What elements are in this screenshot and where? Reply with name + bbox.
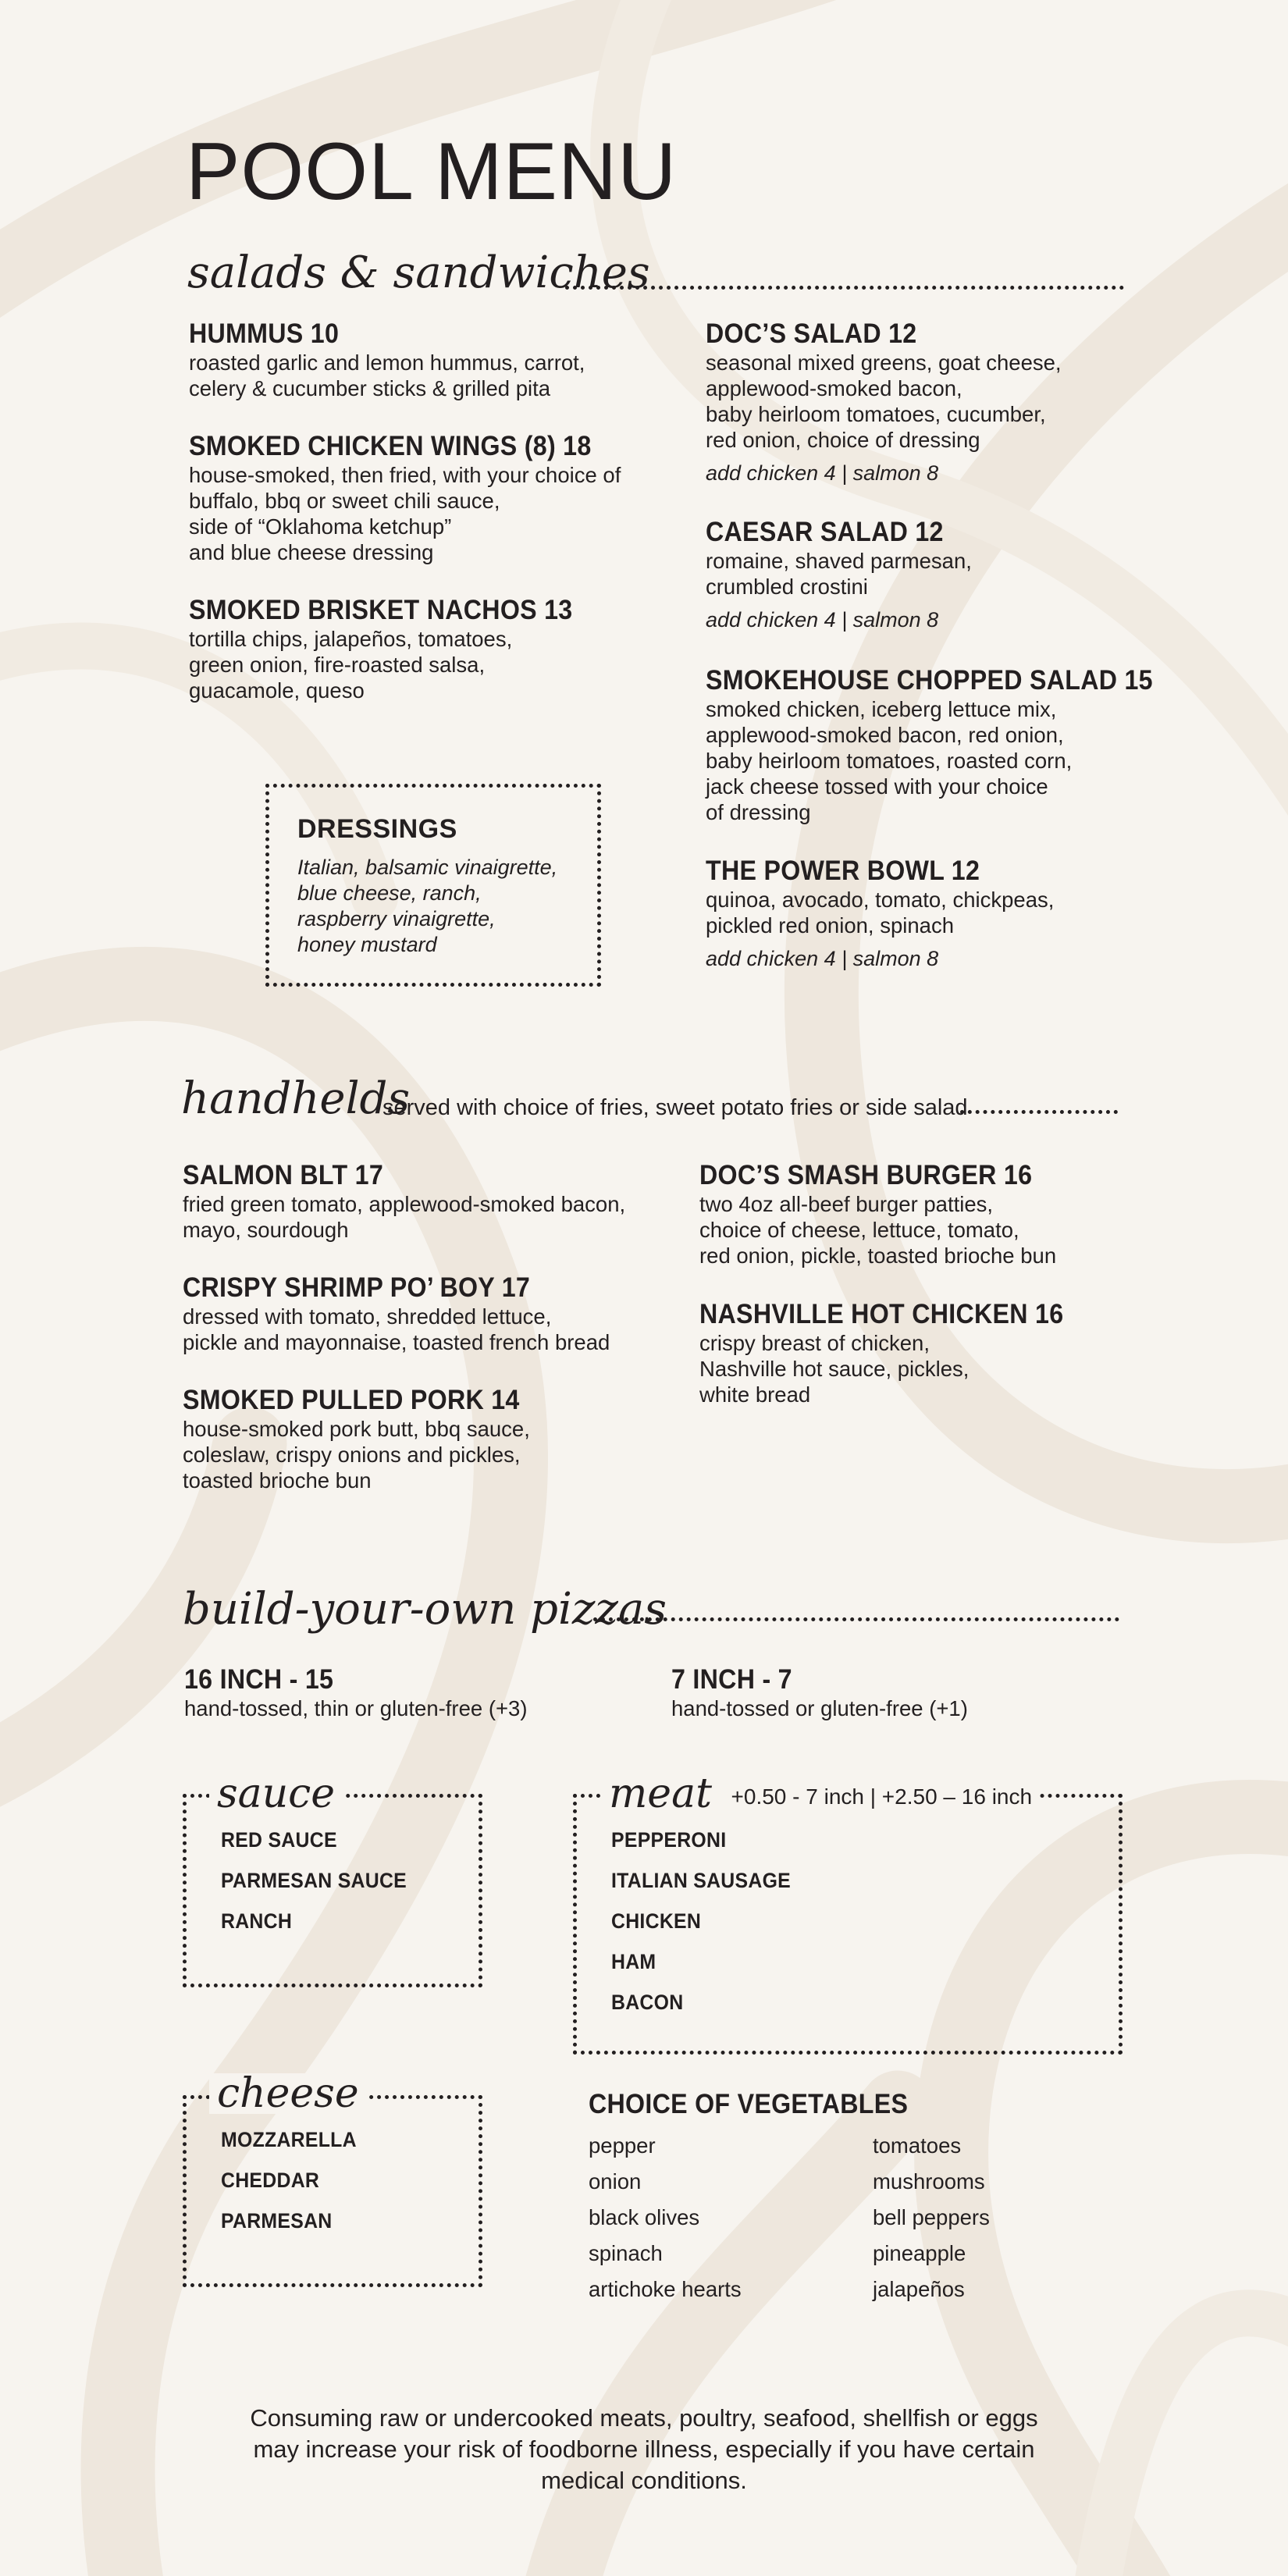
vegetable-option: tomatoes: [873, 2133, 962, 2158]
item-name: SMOKED CHICKEN WINGS (8) 18: [189, 431, 592, 461]
menu-item: [706, 517, 1143, 633]
item-name: SALMON BLT 17: [183, 1160, 384, 1190]
meat-option: HAM: [611, 1950, 656, 1973]
section-divider: [960, 1110, 1118, 1114]
vegetable-option: spinach: [589, 2241, 663, 2265]
menu-item: [183, 1385, 682, 1493]
item-name: THE POWER BOWL 12: [706, 856, 980, 886]
sauce-option: PARMESAN SAUCE: [221, 1869, 407, 1892]
cheese-option: PARMESAN: [221, 2209, 333, 2233]
item-name: CAESAR SALAD 12: [706, 517, 944, 547]
vegetable-option: pineapple: [873, 2241, 966, 2265]
item-description: fried green tomato, applewood-smoked bacon, mayo, sourdough: [183, 1192, 626, 1242]
sauce-option: RANCH: [221, 1909, 293, 1933]
item-description: seasonal mixed greens, goat cheese, applewood-smoked bacon, baby heirloom tomatoes, cucumber, red onion, choice of dressing: [706, 350, 1062, 452]
vegetable-option: jalapeños: [873, 2277, 965, 2301]
item-name: SMOKED BRISKET NACHOS 13: [189, 595, 573, 625]
item-name: NASHVILLE HOT CHICKEN 16: [699, 1299, 1064, 1329]
meat-option: BACON: [611, 1991, 684, 2014]
meat-option: ITALIAN SAUSAGE: [611, 1869, 792, 1892]
vegetable-option: bell peppers: [873, 2205, 990, 2229]
cheese-option: CHEDDAR: [221, 2169, 320, 2192]
menu-item: [189, 595, 681, 703]
item-description: two 4oz all-beef burger patties, choice of cheese, lettuce, tomato, red onion, pickle, toasted brioche bun: [699, 1192, 1057, 1268]
handhelds-subheading: served with choice of fries, sweet potato fries or side salad: [382, 1095, 968, 1120]
section-heading-salads-sandwiches: salads & sandwiches: [187, 247, 650, 298]
item-add-on: add chicken 4 | salmon 8: [706, 608, 939, 632]
meat-option: PEPPERONI: [611, 1828, 727, 1852]
meat-label-text: meat: [609, 1770, 712, 1817]
pizza-size-small: [671, 1664, 1108, 1721]
menu-title: POOL MENU: [186, 126, 678, 217]
pizza-size-large: [184, 1664, 621, 1721]
menu-item: [706, 856, 1143, 972]
menu-item: [183, 1272, 682, 1355]
vegetable-option: artichoke hearts: [589, 2277, 742, 2301]
item-description: tortilla chips, jalapeños, tomatoes, green onion, fire-roasted salsa, guacamole, queso: [189, 627, 513, 703]
item-description: dressed with tomato, shredded lettuce, pickle and mayonnaise, toasted french bread: [183, 1304, 610, 1354]
item-add-on: add chicken 4 | salmon 8: [706, 461, 939, 485]
menu-item: [189, 318, 681, 401]
vegetable-option: black olives: [589, 2205, 700, 2229]
item-name: SMOKEHOUSE CHOPPED SALAD 15: [706, 665, 1153, 696]
menu-item: [699, 1160, 1137, 1268]
item-name: SMOKED PULLED PORK 14: [183, 1385, 520, 1415]
vegetable-option: onion: [589, 2169, 642, 2194]
section-divider: [593, 1617, 1119, 1621]
meat-option: CHICKEN: [611, 1909, 702, 1933]
section-heading-handhelds: handhelds: [181, 1073, 411, 1124]
menu-item: [699, 1299, 1137, 1407]
item-name: CRISPY SHRIMP PO’ BOY 17: [183, 1272, 531, 1303]
menu-item: [706, 318, 1143, 486]
item-description: quinoa, avocado, tomato, chickpeas, pickled red onion, spinach: [706, 888, 1055, 938]
size-description: hand-tossed, thin or gluten-free (+3): [184, 1696, 528, 1720]
item-name: DOC’S SALAD 12: [706, 318, 917, 349]
size-name: 16 INCH - 15: [184, 1664, 334, 1695]
item-name: HUMMUS 10: [189, 318, 340, 349]
item-add-on: add chicken 4 | salmon 8: [706, 947, 939, 970]
menu-item: [189, 431, 681, 565]
size-description: hand-tossed or gluten-free (+1): [671, 1696, 968, 1720]
meat-box: [573, 1794, 1123, 2055]
dressings-title: DRESSINGS: [297, 814, 457, 844]
item-description: smoked chicken, iceberg lettuce mix, applewood-smoked bacon, red onion, baby heirloom tomatoes, roasted corn, jack cheese tossed with your choice of dressing: [706, 697, 1073, 824]
menu-item: [706, 665, 1153, 825]
meat-price-note: +0.50 - 7 inch | +2.50 – 16 inch: [731, 1784, 1033, 1809]
item-description: romaine, shaved parmesan, crumbled crostini: [706, 549, 972, 599]
meat-label: [601, 1770, 1040, 1817]
item-description: house-smoked pork butt, bbq sauce, coleslaw, crispy onions and pickles, toasted brioche bun: [183, 1417, 530, 1493]
size-name: 7 INCH - 7: [671, 1664, 792, 1695]
vegetables-column-2: [873, 2128, 990, 2307]
item-description: crispy breast of chicken, Nashville hot sauce, pickles, white bread: [699, 1331, 970, 1407]
sauce-label: sauce: [209, 1774, 343, 1814]
item-description: roasted garlic and lemon hummus, carrot, celery & cucumber sticks & grilled pita: [189, 350, 585, 400]
section-heading-pizzas: build-your-own pizzas: [183, 1584, 667, 1635]
vegetables-column-1: [589, 2128, 742, 2307]
vegetable-option: pepper: [589, 2133, 656, 2158]
cheese-option: MOZZARELLA: [221, 2128, 357, 2151]
section-divider: [565, 286, 1124, 290]
item-name: DOC’S SMASH BURGER 16: [699, 1160, 1033, 1190]
sauce-option: RED SAUCE: [221, 1828, 337, 1852]
dressings-list: Italian, balsamic vinaigrette, blue cheese, ranch, raspberry vinaigrette, honey mustard: [297, 856, 558, 956]
vegetables-title: CHOICE OF VEGETABLES: [589, 2089, 909, 2119]
cheese-label: cheese: [209, 2073, 367, 2114]
menu-item: [183, 1160, 682, 1243]
sauce-box: [183, 1794, 482, 1987]
item-description: house-smoked, then fried, with your choice of buffalo, bbq or sweet chili sauce, side of “Oklahoma ketchup” and blue cheese dressing: [189, 463, 621, 564]
dressings-box: [265, 784, 601, 987]
vegetable-option: mushrooms: [873, 2169, 985, 2194]
food-safety-disclaimer: Consuming raw or undercooked meats, poultry, seafood, shellfish or eggs may increase your risk of foodborne illness, especially if you have certain medical conditions.: [250, 2404, 1038, 2494]
cheese-box: [183, 2095, 482, 2287]
